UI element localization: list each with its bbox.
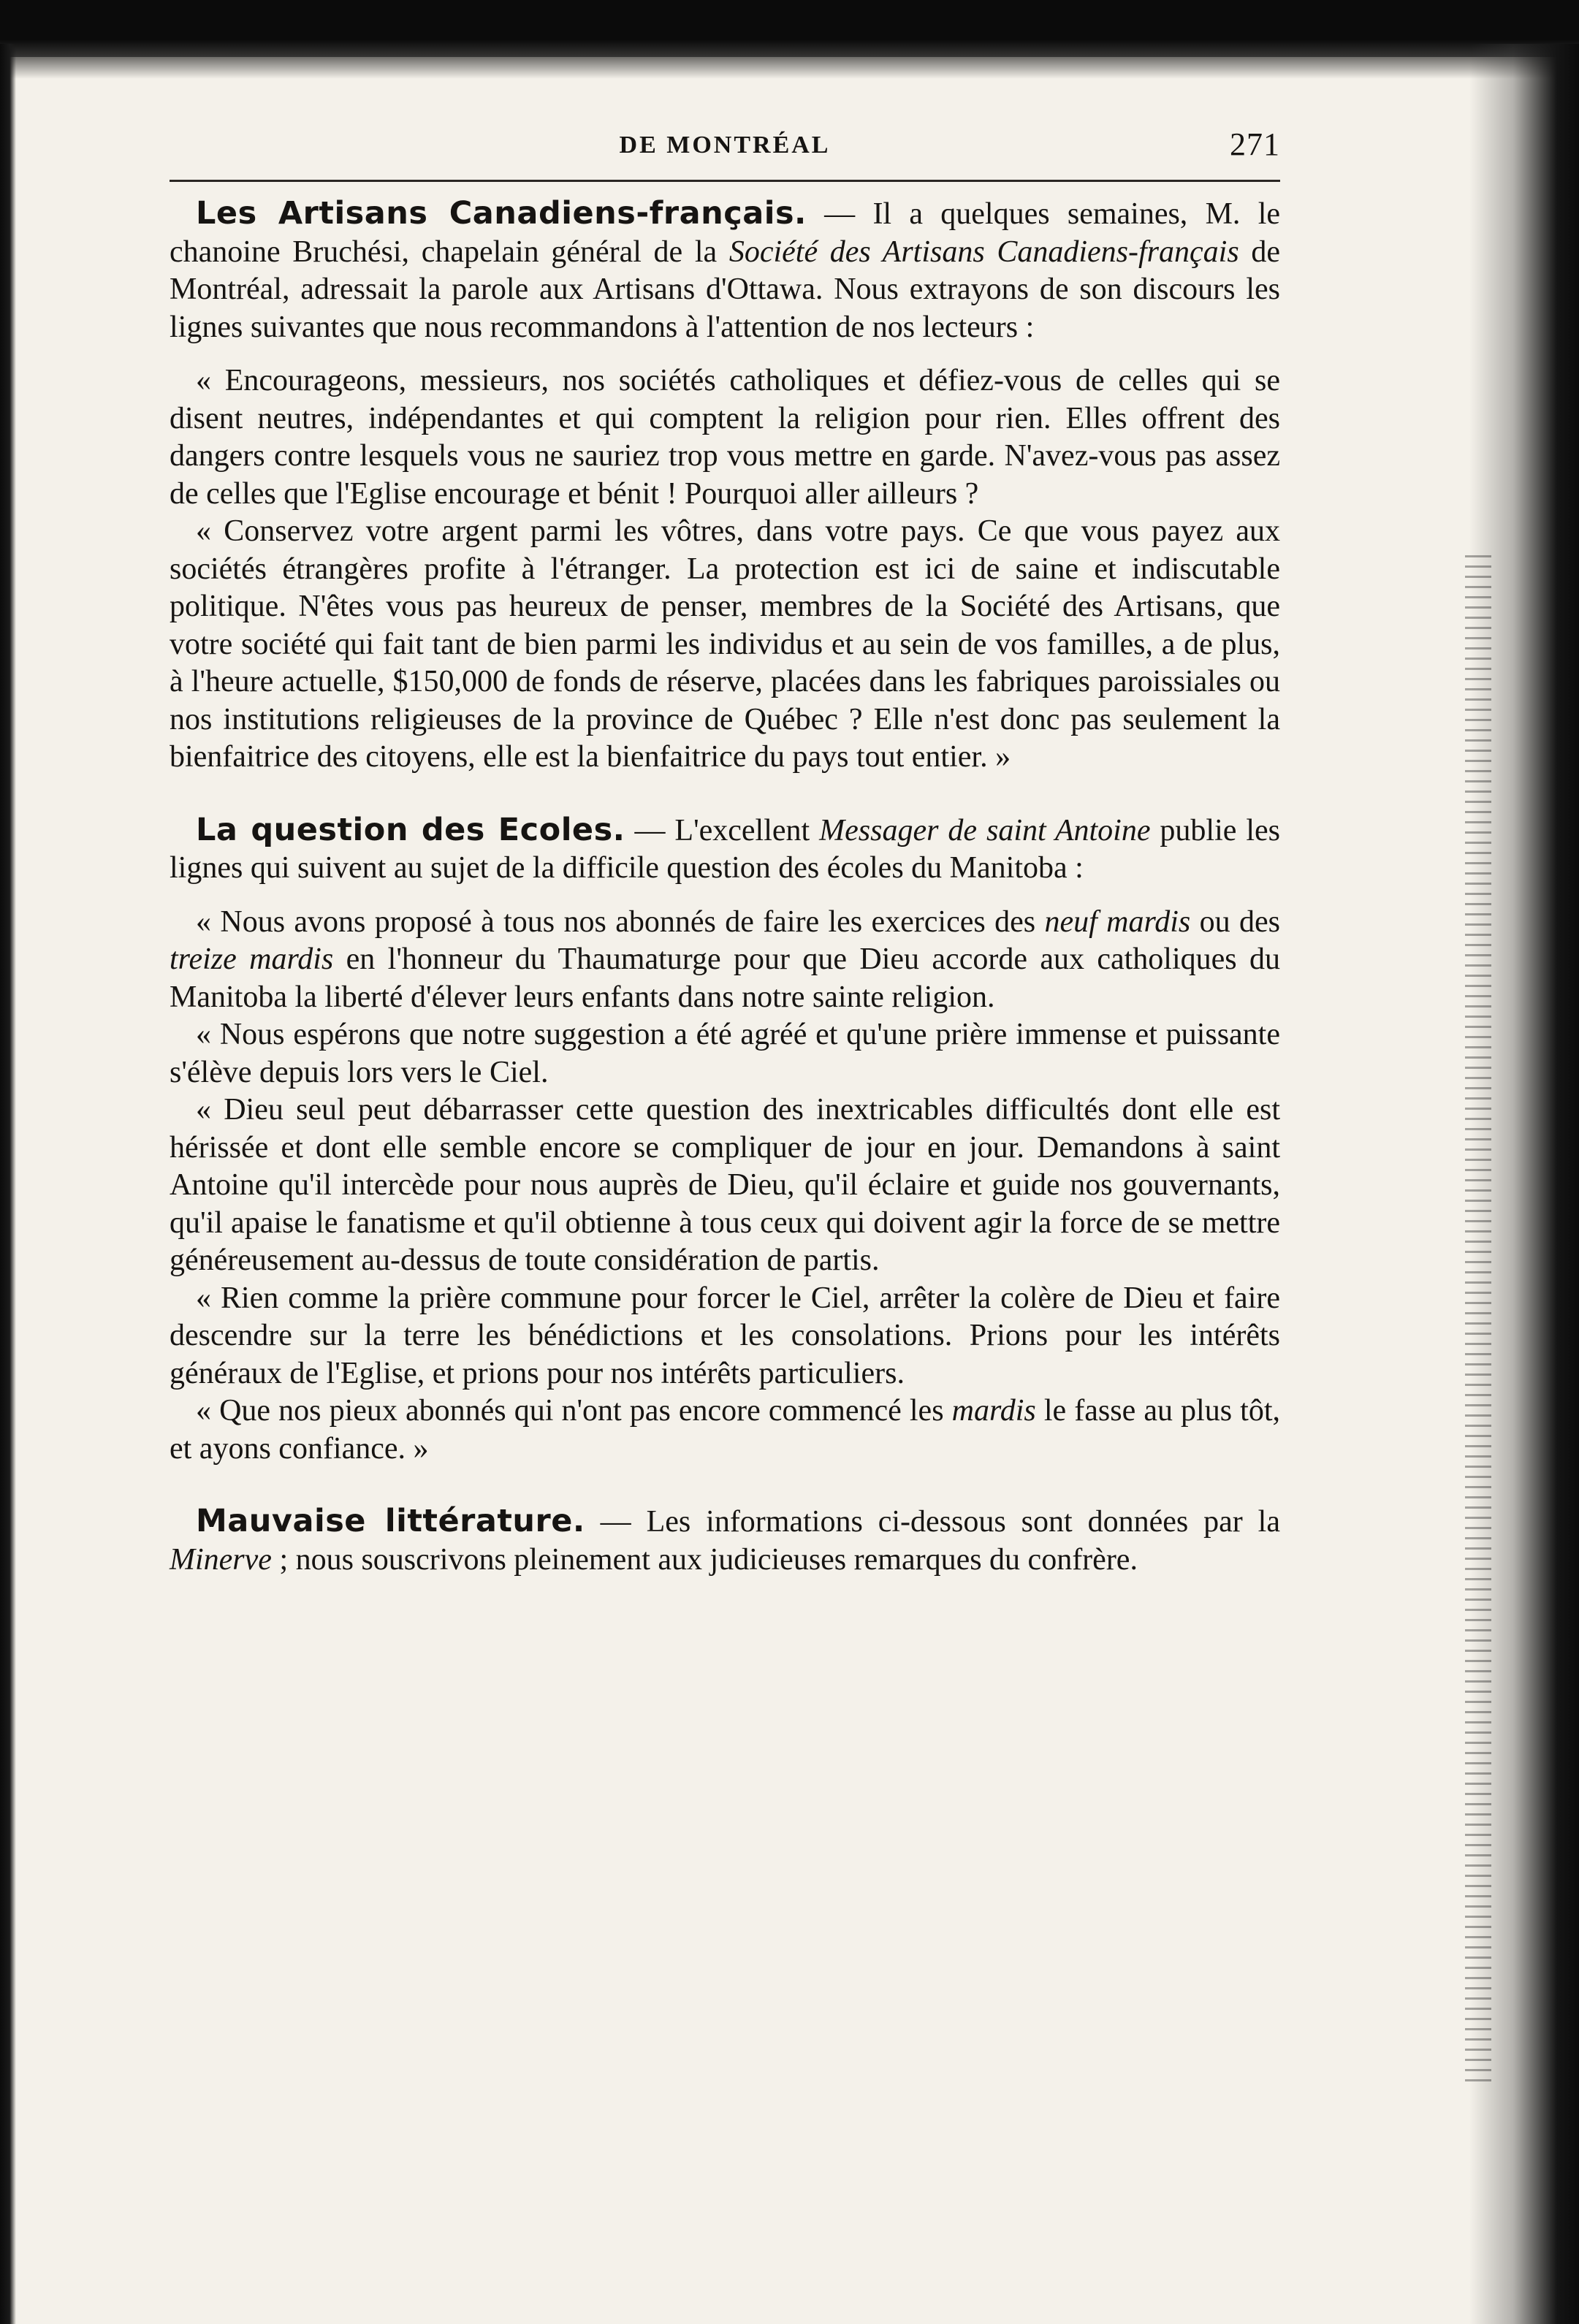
section-litterature-intro: Mauvaise littérature. — Les informations ci-dessous sont données par la Minerve ; nous souscrivons pleinement aux judicieuses remarques du confrère. <box>170 1503 1280 1577</box>
section-heading: La question des Ecoles. <box>196 811 625 848</box>
quote-paragraph: « Encourageons, messieurs, nos sociétés catholiques et défiez-vous de celles qui se disent neutres, indépendantes et qui comptent la religion pour rien. Elles offrent des dangers contre lesquels vous ne sauriez trop vous mettre en garde. N'avez-vous pas assez de celles que l'Eglise encourage et bénit ! Pourquoi aller ailleurs ? <box>170 364 1280 511</box>
section-ecoles <box>170 812 1280 1468</box>
section-artisans <box>170 195 1280 777</box>
quote-paragraph: « Nous espérons que notre suggestion a été agréé et qu'une prière immense et puissante s'élève depuis lors vers le Ciel. <box>170 1018 1280 1089</box>
quote-paragraph: « Rien comme la prière commune pour forcer le Ciel, arrêter la colère de Dieu et faire descendre sur la terre les bénédictions et les consolations. Prions pour les intérêts généraux de l'Eglise, et prions pour nos intérêts particuliers. <box>170 1281 1280 1390</box>
section-heading: Mauvaise littérature. <box>196 1503 585 1539</box>
quote-paragraph: « Nous avons proposé à tous nos abonnés de faire les exercices des neuf mardis ou des treize mardis en l'honneur du Thaumaturge pour que Dieu accorde aux catholiques du Manitoba la liberté d'élever leurs enfants dans notre sainte religion. <box>170 904 1280 1014</box>
scan-border-top <box>0 0 1579 57</box>
scan-shadow-top <box>0 57 1579 79</box>
section-litterature <box>170 1503 1280 1579</box>
header-rule <box>170 180 1280 182</box>
scan-border-left <box>0 44 16 2324</box>
section-artisans-intro: Les Artisans Canadiens-français. — Il a quelques semaines, M. le chanoine Bruchési, chapelain général de la Société des Artisans Canadiens-français de Montréal, adressait la parole aux Artisans d'Ottawa. Nous extrayons de son discours les lignes suivantes que nous recommandons à l'attention de nos lecteurs : <box>170 195 1281 344</box>
book-page <box>170 124 1280 2301</box>
quote-paragraph: « Que nos pieux abonnés qui n'ont pas encore commencé les mardis le fasse au plus tôt, et ayons confiance. » <box>170 1394 1281 1466</box>
quote-paragraph: « Conservez votre argent parmi les vôtres, dans votre pays. Ce que vous payez aux sociétés étrangères profite à l'étranger. La protection est ici de saine et indiscutable politique. N'êtes vous pas heureux de penser, membres de la Société des Artisans, que votre société qui fait tant de bien parmi les individus et au sein de vos familles, a de plus, à l'heure actuelle, $150,000 de fonds de réserve, placées dans les fabriques paroissiales ou nos institutions religieuses de la province de Québec ? Elle n'est donc pas seulement la bienfaitrice des citoyens, elle est la bienfaitrice du pays tout entier. » <box>170 514 1280 774</box>
page-number: 271 <box>1230 126 1280 162</box>
section-ecoles-intro: La question des Ecoles. — L'excellent Messager de saint Antoine publie les lignes qui suivent au sujet de la difficile question des écoles du Manitoba : <box>170 811 1280 885</box>
running-title: DE MONTRÉAL <box>619 132 831 159</box>
running-head <box>170 124 1280 175</box>
quote-paragraph: « Dieu seul peut débarrasser cette question des inextricables difficultés dont elle est hérissée et dont elle semble encore se compliquer de jour en jour. Demandons à saint Antoine qu'il intercède pour nous auprès de Dieu, qu'il éclaire et guide nos gouvernants, qu'il apaise le fanatisme et qu'il obtienne à tous ceux qui doivent agir la force de se mettre généreusement au-dessus de toute considération de partis. <box>170 1093 1280 1277</box>
section-heading: Les Artisans Canadiens-français. <box>196 195 807 232</box>
scan-specks-right <box>1465 555 1491 2089</box>
